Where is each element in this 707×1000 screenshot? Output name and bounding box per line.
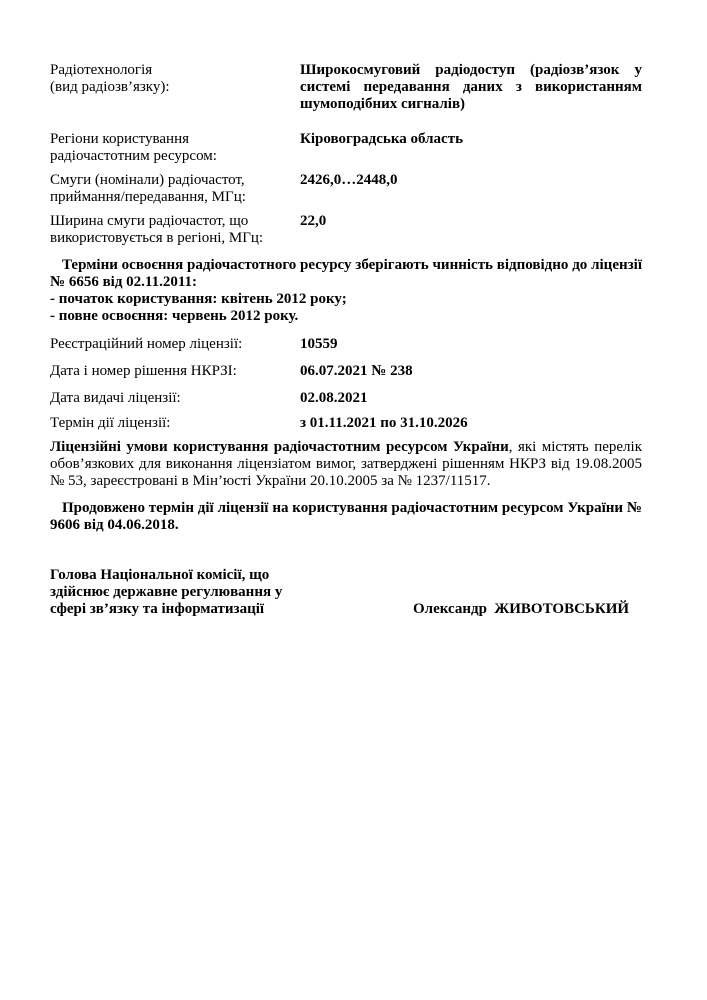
conditions-title: Ліцензійні умови користування радіочастотним ресурсом України (50, 439, 509, 455)
terms-start: - початок користування: квітень 2012 року; (50, 291, 347, 307)
field-value: 06.07.2021 № 238 (300, 363, 413, 379)
terms-intro: Терміни освоєння радіочастотного ресурсу зберігають чинність відповідно до ліцензії № 6656 від 02.11.2011: (50, 257, 642, 290)
field-value: з 01.11.2021 по 31.10.2026 (300, 415, 468, 431)
label-line: використовується в регіоні, МГц: (50, 230, 264, 246)
label-line: (вид радіозв’язку): (50, 79, 170, 95)
signatory-name: Олександр ЖИВОТОВСЬКИЙ (413, 601, 630, 617)
field-value: Широкосмуговий радіодоступ (радіозв’язок у системі передавання даних з використанням шумоподібних сигналів) (300, 62, 642, 112)
field-value: 22,0 (300, 213, 327, 229)
label-line: радіочастотним ресурсом: (50, 148, 217, 164)
label-line: Смуги (номінали) радіочастот, (50, 172, 245, 188)
terms-full: - повне освоєння: червень 2012 року. (50, 308, 299, 324)
field-label (50, 131, 290, 165)
signatory-title-line: сфері зв’язку та інформатизації (50, 601, 265, 617)
signatory-title-line: Голова Національної комісії, що (50, 567, 270, 583)
label-line: Радіотехнологія (50, 62, 153, 78)
field-value: 10559 (300, 336, 338, 352)
conditions-text: , які містять перелік обов’язкових для виконання ліцензіатом вимог, затверджені рішенням НКРЗ від 19.08.2005 № 53, зареєстровані в Мін’юсті України 20.10.2005 за № 1237/11517. (50, 439, 642, 489)
field-label: Термін дії ліцензії: (50, 415, 171, 431)
label-line: Ширина смуги радіочастот, що (50, 213, 249, 229)
field-value: Кіровоградська область (300, 131, 464, 147)
signatory-title (50, 567, 330, 618)
terms-block (50, 257, 642, 325)
license-conditions (50, 439, 642, 490)
field-value: 02.08.2021 (300, 390, 368, 406)
field-label (50, 172, 290, 206)
field-label (50, 62, 290, 96)
extension-note: Продовжено термін дії ліцензії на користування радіочастотним ресурсом України № 9606 від 04.06.2018. (50, 500, 642, 533)
field-label: Дата і номер рішення НКРЗІ: (50, 363, 237, 379)
field-value: 2426,0…2448,0 (300, 172, 398, 188)
field-label (50, 213, 290, 247)
field-label: Дата видачі ліцензії: (50, 390, 181, 406)
label-line: приймання/передавання, МГц: (50, 189, 246, 205)
label-line: Регіони користування (50, 131, 189, 147)
field-label: Реєстраційний номер ліцензії: (50, 336, 243, 352)
signatory-title-line: здійснює державне регулювання у (50, 584, 283, 600)
